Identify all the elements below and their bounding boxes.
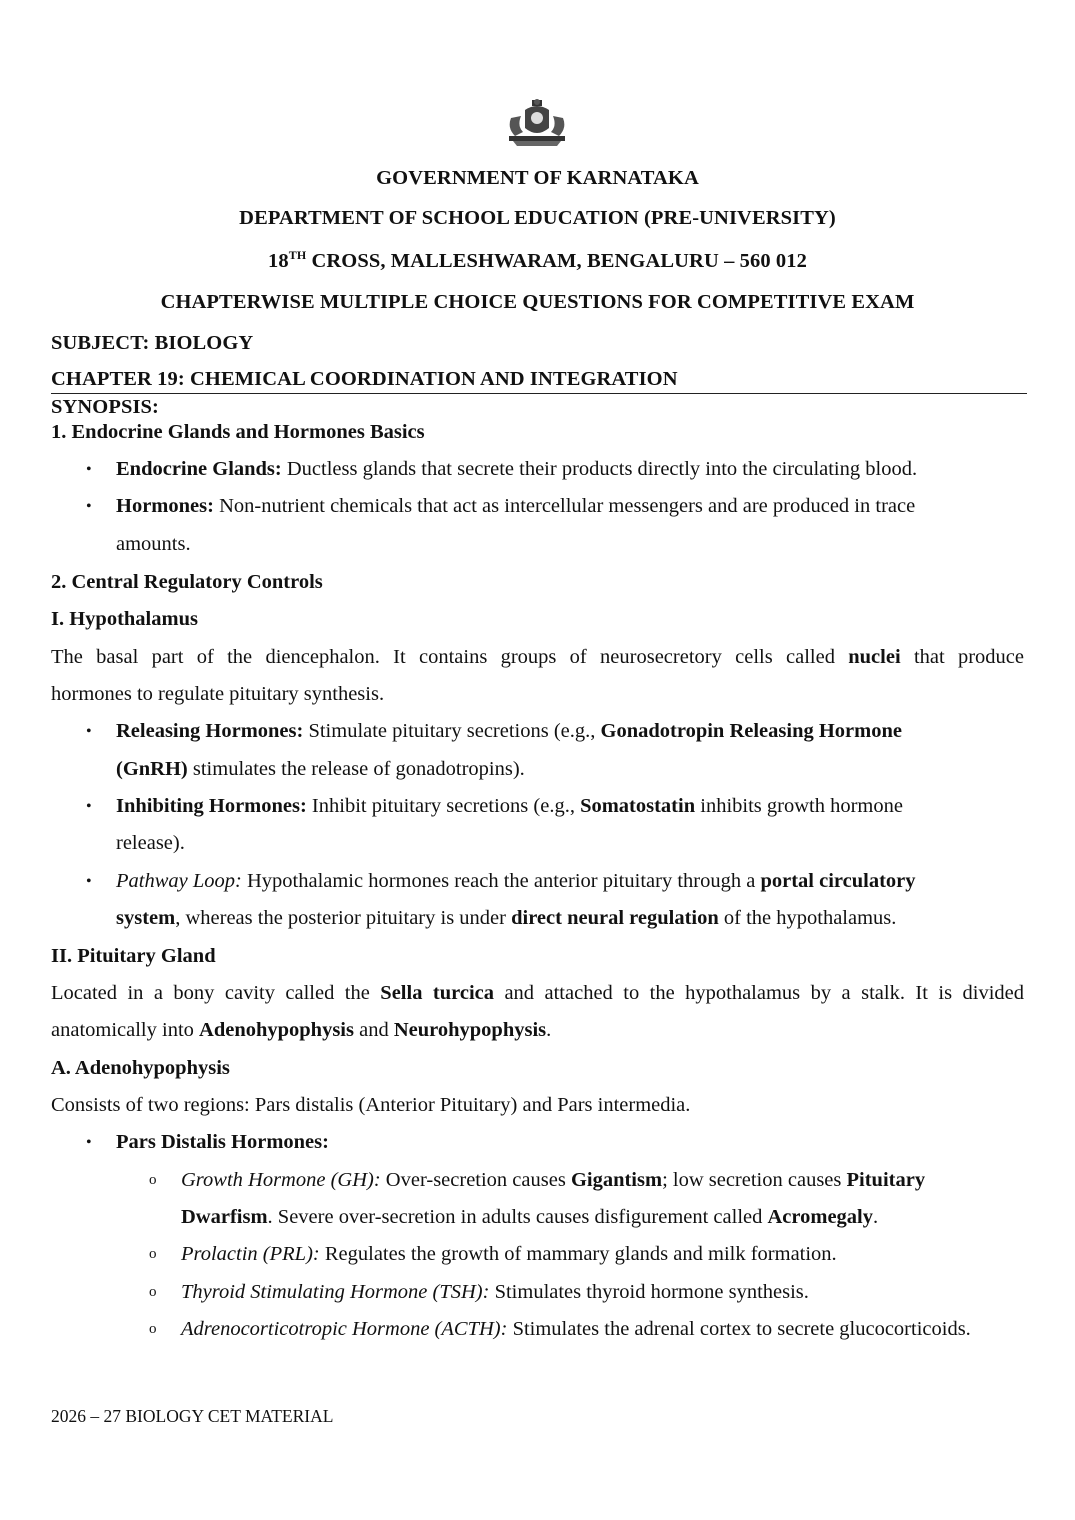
bullet-icon: • — [86, 1134, 92, 1151]
sub-bullet-icon: o — [149, 1321, 157, 1337]
paragraph-pituitary: Located in a bony cavity called the Sella turcica and attached to the hypothalamus by a stalk. It is divided — [51, 982, 1024, 1004]
bullet-inhibiting-hormones-cont: release). — [116, 832, 185, 854]
paragraph-hypothalamus-cont: hormones to regulate pituitary synthesis. — [51, 683, 385, 705]
bullet-icon: • — [86, 873, 92, 890]
bullet-hormones: Hormones: Non-nutrient chemicals that act as intercellular messengers and are produced in trace — [116, 495, 916, 517]
sub-bullet-growth-hormone: Growth Hormone (GH): Over-secretion causes Gigantism; low secretion causes Pituitary — [181, 1169, 926, 1191]
page-footer: 2026 – 27 BIOLOGY CET MATERIAL — [51, 1406, 334, 1426]
paragraph-adenohypophysis: Consists of two regions: Pars distalis (Anterior Pituitary) and Pars intermedia. — [51, 1094, 691, 1116]
sub-bullet-tsh: Thyroid Stimulating Hormone (TSH): Stimulates thyroid hormone synthesis. — [181, 1281, 809, 1303]
bullet-pars-distalis: Pars Distalis Hormones: — [116, 1131, 329, 1153]
sub-bullet-acth: Adrenocorticotropic Hormone (ACTH): Stimulates the adrenal cortex to secrete glucocorticoids. — [181, 1318, 971, 1340]
sub-bullet-icon: o — [149, 1284, 157, 1300]
bullet-icon: • — [86, 798, 92, 815]
sub-bullet-icon: o — [149, 1246, 157, 1262]
bullet-hormones-cont: amounts. — [116, 533, 191, 555]
paragraph-hypothalamus: The basal part of the diencephalon. It contains groups of neurosecretory cells called nuclei that produce — [51, 646, 1025, 668]
bullet-releasing-hormones-cont: (GnRH) stimulates the release of gonadotropins). — [116, 758, 525, 780]
bullet-icon: • — [86, 723, 92, 740]
header-government: GOVERNMENT OF KARNATAKA — [376, 167, 699, 189]
sub-bullet-prolactin: Prolactin (PRL): Regulates the growth of mammary glands and milk formation. — [181, 1243, 837, 1265]
karnataka-emblem-icon — [503, 98, 571, 148]
section-heading: 2. Central Regulatory Controls — [51, 571, 323, 593]
section-heading: 1. Endocrine Glands and Hormones Basics — [51, 421, 425, 443]
chapter-divider — [51, 393, 1027, 394]
bullet-pathway-loop: Pathway Loop: Hypothalamic hormones reach the anterior pituitary through a portal circulatory — [116, 870, 916, 892]
chapter-title: CHAPTER 19: CHEMICAL COORDINATION AND INTEGRATION — [51, 368, 678, 390]
bullet-icon: • — [86, 461, 92, 478]
synopsis-label: SYNOPSIS: — [51, 396, 159, 418]
paragraph-pituitary-cont: anatomically into Adenohypophysis and Neurohypophysis. — [51, 1019, 552, 1041]
header-title: CHAPTERWISE MULTIPLE CHOICE QUESTIONS FOR COMPETITIVE EXAM — [160, 291, 915, 313]
sub-bullet-growth-hormone-cont: Dwarfism. Severe over-secretion in adults causes disfigurement called Acromegaly. — [181, 1206, 879, 1228]
subsection-heading: II. Pituitary Gland — [51, 945, 216, 967]
bullet-releasing-hormones: Releasing Hormones: Stimulate pituitary secretions (e.g., Gonadotropin Releasing Hormone — [116, 720, 902, 742]
bullet-endocrine-glands: Endocrine Glands: Ductless glands that secrete their products directly into the circulating blood. — [116, 458, 918, 480]
bullet-inhibiting-hormones: Inhibiting Hormones: Inhibit pituitary secretions (e.g., Somatostatin inhibits growth hormone — [116, 795, 903, 817]
header-department: DEPARTMENT OF SCHOOL EDUCATION (PRE-UNIVERSITY) — [239, 207, 836, 229]
subject-label: SUBJECT: BIOLOGY — [51, 332, 254, 354]
sub-bullet-icon: o — [149, 1172, 157, 1188]
bullet-icon: • — [86, 498, 92, 515]
subsection-heading: A. Adenohypophysis — [51, 1057, 230, 1079]
header-address: 18TH CROSS, MALLESHWARAM, BENGALURU – 560 012 — [268, 248, 807, 272]
subsection-heading: I. Hypothalamus — [51, 608, 198, 630]
bullet-pathway-loop-cont: system, whereas the posterior pituitary is under direct neural regulation of the hypothalamus. — [116, 907, 897, 929]
